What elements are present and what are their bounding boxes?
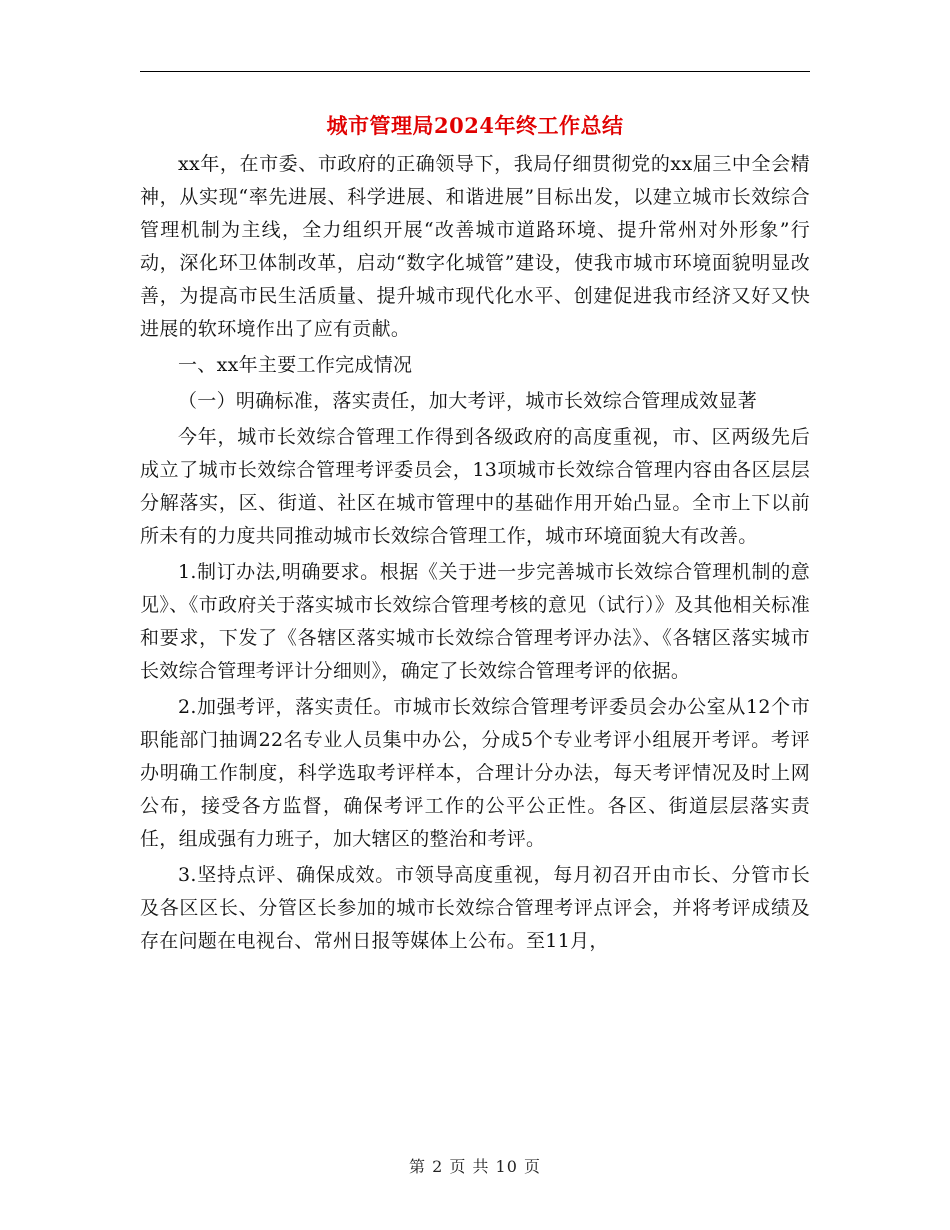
list-item-2: 2.加强考评，落实责任。市城市长效综合管理考评委员会办公室从12个市职能部门抽调22名专业人员集中办公，分成5个专业考评小组展开考评。考评办明确工作制度，科学选取考评样本，合理计分办法，每天考评情况及时上网公布，接受各方监督，确保考评工作的公平公正性。各区、街道层层落实责任，组成强有力班子，加大辖区的整治和考评。 [140, 696, 810, 850]
intro-paragraph: xx年，在市委、市政府的正确领导下，我局仔细贯彻党的xx届三中全会精神，从实现“率先进展、科学进展、和谐进展”目标出发，以建立城市长效综合管理机制为主线，全力组织开展“改善城市道路环境、提升常州对外形象”行动，深化环卫体制改革，启动“数字化城管”建设，使我市城市环境面貌明显改善，为提高市民生活质量、提升城市现代化水平、创建促进我市经济又好又快进展的软环境作出了应有贡献。 [140, 153, 810, 340]
section-heading: 一、xx年主要工作完成情况 [178, 354, 413, 376]
list-item-1: 1.制订办法,明确要求。根据《关于进一步完善城市长效综合管理机制的意见》、《市政府关于落实城市长效综合管理考核的意见（试行）》及其他相关标准和要求，下发了《各辖区落实城市长效综合管理考评办法》、《各辖区落实城市长效综合管理考评计分细则》，确定了长效综合管理考评的依据。 [140, 561, 810, 682]
list-item-3: 3.坚持点评、确保成效。市领导高度重视，每月初召开由市长、分管市长及各区区长、分管区长参加的城市长效综合管理考评点评会，并将考评成绩及存在问题在电视台、常州日报等媒体上公布。至11月， [140, 864, 810, 952]
subsection-heading: （一）明确标准，落实责任，加大考评，城市长效综合管理成效显著 [178, 390, 758, 412]
header-rule [140, 71, 810, 72]
document-title: 城市管理局2024年终工作总结 [326, 113, 624, 138]
page-number: 第 2 页 共 10 页 [409, 1157, 541, 1176]
body-paragraph: 今年，城市长效综合管理工作得到各级政府的高度重视，市、区两级先后成立了城市长效综合管理考评委员会，13项城市长效综合管理内容由各区层层分解落实，区、街道、社区在城市管理中的基础作用开始凸显。全市上下以前所未有的力度共同推动城市长效综合管理工作，城市环境面貌大有改善。 [140, 426, 810, 547]
document-body [140, 148, 810, 961]
